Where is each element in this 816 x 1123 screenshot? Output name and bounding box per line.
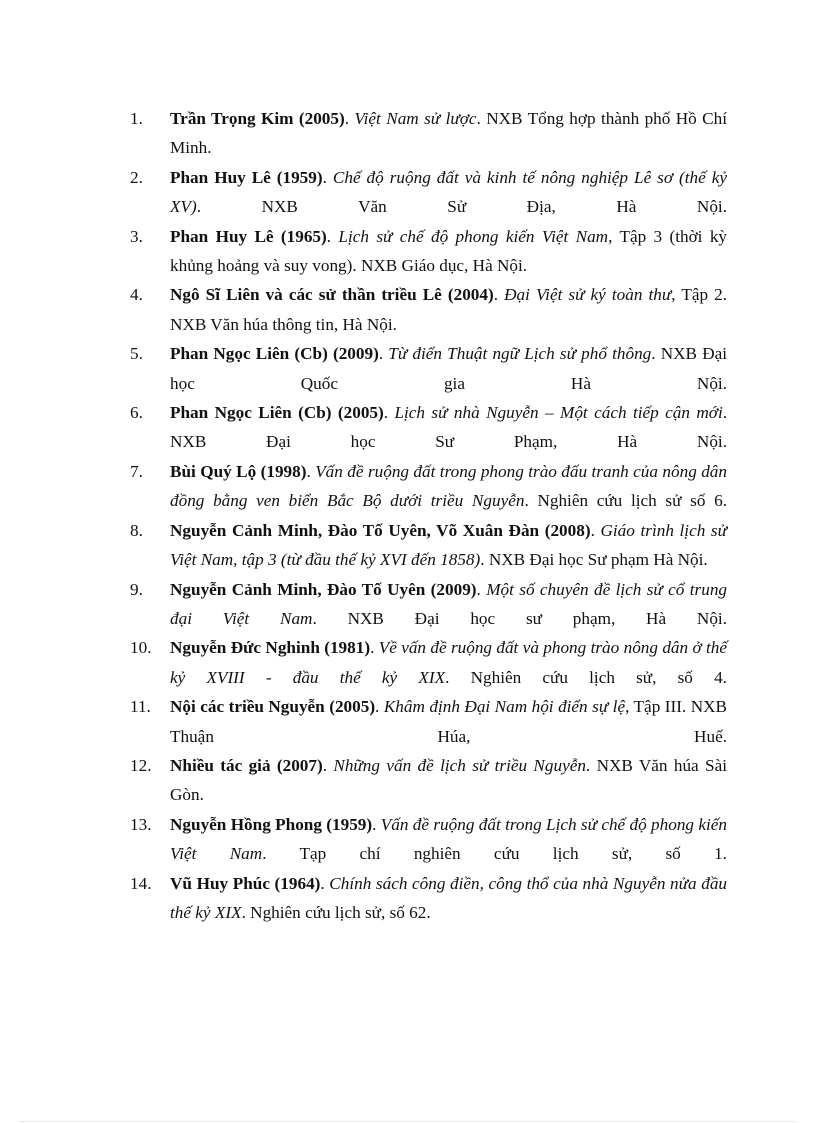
- reference-publication: . NXB Tổng hợp thành phố Hồ Chí Minh.: [170, 109, 727, 158]
- reference-separator: .: [375, 697, 384, 717]
- reference-item: [130, 810, 727, 869]
- reference-number: 12.: [130, 755, 152, 775]
- reference-author: Nguyễn Cảnh Minh, Đào Tố Uyên, Võ Xuân Đàn (2008): [170, 520, 591, 540]
- reference-list: [130, 104, 727, 927]
- reference-separator: .: [320, 873, 330, 893]
- reference-author: Ngô Sĩ Liên và các sử thần triều Lê (2004): [170, 285, 494, 305]
- reference-publication: , Tập 3 (thời kỳ khủng hoảng và suy vong). NXB Giáo dục, Hà Nội.: [170, 226, 728, 276]
- reference-number: 11.: [130, 697, 151, 717]
- reference-number: 2.: [130, 167, 143, 187]
- reference-number: 8.: [130, 520, 143, 540]
- reference-number: 14.: [130, 873, 152, 893]
- reference-item: [130, 398, 727, 457]
- reference-number: 5.: [130, 344, 143, 364]
- reference-separator: .: [493, 285, 505, 305]
- reference-title: Vấn đề ruộng đất trong Lịch sử chế độ phong kiến Việt Nam: [170, 814, 727, 864]
- reference-author: Nguyễn Cảnh Minh, Đào Tố Uyên (2009): [170, 579, 477, 599]
- reference-number: 10.: [130, 638, 152, 658]
- reference-publication: . NXB Văn Sử Địa, Hà Nội.: [196, 197, 727, 217]
- reference-title: Lịch sử nhà Nguyễn – Một cách tiếp cận mới: [394, 403, 723, 423]
- reference-title: Chế độ ruộng đất và kinh tế nông nghiệp Lê sơ (thế kỷ XV): [170, 167, 727, 217]
- reference-author: Nguyễn Đức Nghinh (1981): [170, 638, 371, 658]
- reference-publication: . Nghiên cứu lịch sử, số 4.: [445, 667, 727, 687]
- reference-title: Khâm định Đại Nam hội điển sự lệ: [383, 697, 626, 717]
- reference-author: Phan Ngọc Liên (Cb) (2005): [170, 403, 384, 423]
- reference-publication: . NXB Đại học Quốc gia Hà Nội.: [170, 344, 728, 393]
- reference-author: Phan Huy Lê (1959): [170, 167, 323, 187]
- reference-publication: . NXB Đại học Sư Phạm, Hà Nội.: [170, 403, 728, 452]
- reference-number: 13.: [130, 814, 152, 834]
- reference-title: Một số chuyên đề lịch sử cổ trung đại Việt Nam: [170, 579, 728, 628]
- reference-separator: .: [344, 109, 355, 128]
- reference-separator: .: [322, 755, 334, 775]
- reference-separator: .: [378, 344, 389, 364]
- reference-publication: . NXB Đại học Sư phạm Hà Nội.: [480, 550, 708, 570]
- reference-number: 6.: [130, 403, 143, 423]
- reference-number: 7.: [130, 461, 143, 481]
- reference-separator: .: [383, 403, 395, 423]
- reference-author: Nguyễn Hồng Phong (1959): [170, 814, 373, 834]
- reference-title: Từ điển Thuật ngữ Lịch sử phổ thông: [388, 344, 652, 364]
- reference-author: Trần Trọng Kim (2005): [170, 109, 345, 128]
- reference-item: [130, 457, 727, 516]
- reference-author: Bùi Quý Lộ (1998): [170, 461, 307, 481]
- reference-title: Đại Việt sử ký toàn thư: [504, 285, 672, 305]
- reference-title: Về vấn đề ruộng đất và phong trào nông dân ở thế kỷ XVIII - đầu thế kỷ XIX: [170, 638, 727, 687]
- reference-item: [130, 751, 727, 810]
- reference-author: Nội các triều Nguyễn (2005): [170, 697, 376, 717]
- reference-publication: . Tạp chí nghiên cứu lịch sử, số 1.: [262, 844, 727, 864]
- reference-publication: , Tập III. NXB Thuận Húa, Huế.: [170, 697, 727, 746]
- reference-item: [130, 869, 727, 928]
- reference-item: [130, 222, 727, 281]
- reference-number: 1.: [130, 109, 143, 128]
- reference-separator: .: [476, 579, 487, 599]
- reference-title: Vấn đề ruộng đất trong phong trào đấu tranh của nông dân đồng bằng ven biển Bắc Bộ dưới triều Nguyễn: [170, 461, 727, 511]
- reference-publication: . Nghiên cứu lịch sử, số 62.: [241, 902, 431, 922]
- reference-item: [130, 692, 727, 751]
- reference-separator: .: [370, 638, 379, 658]
- reference-item: [130, 280, 727, 339]
- reference-publication: . NXB Văn húa Sài Gòn.: [170, 755, 727, 805]
- reference-item: [130, 163, 727, 222]
- reference-separator: .: [372, 814, 381, 834]
- reference-title: Giáo trình lịch sử Việt Nam, tập 3 (từ đầu thế kỷ XVI đến 1858): [170, 520, 727, 570]
- reference-item: [130, 516, 727, 575]
- reference-author: Vũ Huy Phúc (1964): [170, 873, 321, 893]
- reference-author: Phan Huy Lê (1965): [170, 226, 327, 246]
- reference-publication: , Tập 2. NXB Văn húa thông tin, Hà Nội.: [170, 285, 728, 334]
- reference-item: [130, 633, 727, 692]
- reference-number: 3.: [130, 226, 143, 246]
- reference-item: [130, 575, 727, 634]
- reference-item: [130, 104, 727, 163]
- reference-author: Phan Ngọc Liên (Cb) (2009): [170, 344, 379, 364]
- reference-separator: .: [322, 167, 333, 187]
- reference-separator: .: [306, 461, 316, 481]
- reference-item: [130, 339, 727, 398]
- reference-publication: . Nghiên cứu lịch sử số 6.: [524, 491, 728, 511]
- reference-separator: .: [326, 226, 339, 246]
- page-bottom-divider: [20, 1121, 796, 1122]
- reference-title: Lịch sử chế độ phong kiến Việt Nam: [338, 226, 609, 246]
- reference-author: Nhiều tác giả (2007): [170, 755, 323, 775]
- reference-title: Chính sách công điền, công thổ của nhà Nguyễn nửa đầu thế kỷ XIX: [170, 873, 728, 922]
- reference-title: Những vấn đề lịch sử triều Nguyễn: [333, 755, 586, 775]
- reference-publication: . NXB Đại học sư phạm, Hà Nội.: [312, 608, 727, 628]
- reference-separator: .: [590, 520, 601, 540]
- reference-number: 4.: [130, 285, 143, 305]
- reference-title: Việt Nam sử lược: [354, 109, 477, 128]
- reference-number: 9.: [130, 579, 143, 599]
